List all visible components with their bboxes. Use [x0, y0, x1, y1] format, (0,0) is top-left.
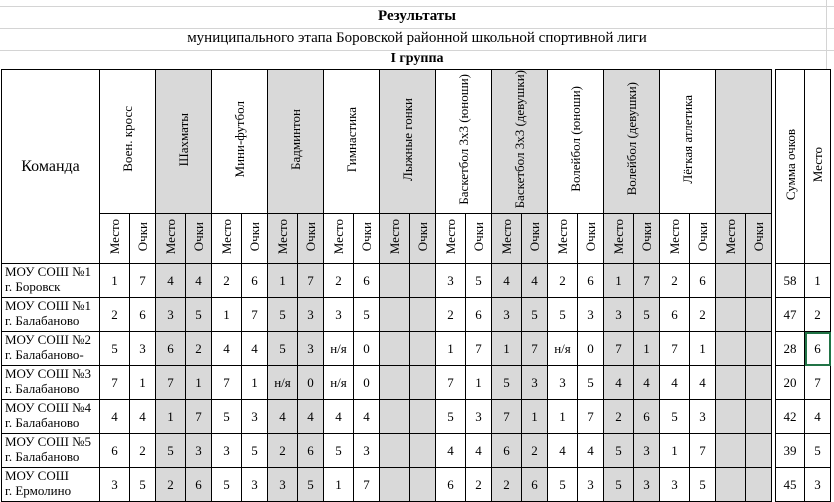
sum-cell[interactable]: 58: [776, 264, 805, 298]
points-cell[interactable]: [746, 400, 772, 434]
place-cell[interactable]: 4: [604, 366, 634, 400]
place-cell[interactable]: 7: [492, 400, 522, 434]
team-name-cell[interactable]: [2, 468, 100, 502]
place-label: Место: [387, 218, 402, 255]
school-name: МОУ СОШ №2: [5, 332, 91, 348]
place-cell[interactable]: 5: [436, 400, 466, 434]
place-cell[interactable]: [380, 332, 410, 366]
points-cell[interactable]: 4: [690, 366, 716, 400]
place-cell[interactable]: н/я: [268, 366, 298, 400]
points-cell[interactable]: 5: [466, 264, 492, 298]
points-cell[interactable]: 6: [242, 264, 268, 298]
place-cell[interactable]: 4: [492, 264, 522, 298]
points-label: Очки: [583, 221, 598, 251]
place-cell[interactable]: 5: [268, 332, 298, 366]
place-cell[interactable]: [380, 366, 410, 400]
place-cell[interactable]: 1: [100, 264, 130, 298]
sport-name: Бадминтон: [288, 108, 303, 170]
place-cell[interactable]: [716, 298, 746, 332]
sport-header: [604, 70, 660, 214]
points-cell[interactable]: 2: [690, 298, 716, 332]
team-name-cell[interactable]: [2, 298, 100, 332]
place-cell[interactable]: 6: [492, 434, 522, 468]
place-cell[interactable]: 4: [660, 366, 690, 400]
sport-name: Гимнастика: [344, 106, 359, 172]
sport-header-row: [2, 70, 831, 214]
place-cell[interactable]: [380, 468, 410, 502]
place-cell[interactable]: н/я: [324, 332, 354, 366]
place-subheader: [380, 214, 410, 264]
place-label: Место: [219, 218, 234, 255]
place-cell[interactable]: [380, 400, 410, 434]
place-cell[interactable]: [716, 400, 746, 434]
sport-name: Лыжные гонки: [400, 97, 415, 181]
place-cell[interactable]: 5: [492, 366, 522, 400]
final-place-cell[interactable]: 2: [805, 298, 831, 332]
points-cell[interactable]: 1: [186, 366, 212, 400]
points-cell[interactable]: [410, 434, 436, 468]
place-cell[interactable]: 4: [548, 434, 578, 468]
place-cell[interactable]: 4: [100, 400, 130, 434]
points-cell[interactable]: 7: [522, 332, 548, 366]
results-table: [1, 69, 831, 502]
place-cell[interactable]: 2: [436, 298, 466, 332]
points-cell[interactable]: 5: [578, 366, 604, 400]
points-cell[interactable]: 6: [690, 264, 716, 298]
points-cell[interactable]: 3: [354, 434, 380, 468]
points-label: Очки: [135, 221, 150, 251]
final-place-cell[interactable]: 3: [805, 468, 831, 502]
place-cell[interactable]: 1: [212, 298, 242, 332]
points-cell[interactable]: 6: [634, 400, 660, 434]
points-subheader: [634, 214, 660, 264]
sport-name: Мини-футбол: [232, 100, 247, 178]
points-cell[interactable]: 6: [354, 264, 380, 298]
place-label: Место: [555, 218, 570, 255]
points-cell[interactable]: 2: [130, 434, 156, 468]
place-cell[interactable]: 7: [660, 332, 690, 366]
place-cell[interactable]: 2: [548, 264, 578, 298]
points-subheader: [298, 214, 324, 264]
place-cell[interactable]: 3: [156, 298, 186, 332]
team-column-header: Команда: [2, 70, 100, 264]
points-cell[interactable]: 4: [578, 434, 604, 468]
points-cell[interactable]: [410, 400, 436, 434]
place-cell[interactable]: 2: [156, 468, 186, 502]
team-row: [2, 332, 831, 366]
place-cell[interactable]: 7: [100, 366, 130, 400]
final-place-column-header-label: Место: [810, 146, 825, 182]
school-name: МОУ СОШ №1: [5, 264, 91, 280]
points-cell[interactable]: 3: [578, 468, 604, 502]
place-cell[interactable]: 5: [548, 468, 578, 502]
team-row: [2, 366, 831, 400]
place-points-header-row: [2, 214, 831, 264]
sport-name: Волейбол (юноши): [568, 86, 583, 193]
points-cell[interactable]: 0: [354, 366, 380, 400]
points-cell[interactable]: [746, 332, 772, 366]
points-subheader: [690, 214, 716, 264]
points-cell[interactable]: 4: [130, 400, 156, 434]
team-row: [2, 264, 831, 298]
points-subheader: [242, 214, 268, 264]
points-cell[interactable]: 5: [186, 298, 212, 332]
points-label: Очки: [247, 221, 262, 251]
place-label: Место: [443, 218, 458, 255]
points-cell[interactable]: 6: [578, 264, 604, 298]
points-cell[interactable]: 5: [522, 298, 548, 332]
points-cell[interactable]: [746, 264, 772, 298]
points-cell[interactable]: 6: [466, 298, 492, 332]
points-cell[interactable]: 3: [242, 400, 268, 434]
points-cell[interactable]: 4: [186, 264, 212, 298]
points-cell[interactable]: 4: [354, 400, 380, 434]
sport-header: [716, 70, 772, 214]
points-cell[interactable]: 3: [522, 366, 548, 400]
place-subheader: [716, 214, 746, 264]
place-cell[interactable]: н/я: [548, 332, 578, 366]
town-name: г. Балабаново: [5, 415, 80, 431]
sum-cell[interactable]: 20: [776, 366, 805, 400]
place-subheader: [212, 214, 242, 264]
points-cell[interactable]: 3: [690, 400, 716, 434]
sport-header: [324, 70, 380, 214]
points-label: Очки: [415, 221, 430, 251]
points-cell[interactable]: 1: [634, 332, 660, 366]
sport-header: [436, 70, 492, 214]
points-label: Очки: [359, 221, 374, 251]
sum-cell[interactable]: 45: [776, 468, 805, 502]
points-cell[interactable]: 2: [522, 434, 548, 468]
sport-header: [156, 70, 212, 214]
report-title: Результаты: [378, 8, 456, 24]
place-cell[interactable]: 3: [436, 264, 466, 298]
points-subheader: [466, 214, 492, 264]
points-cell[interactable]: 5: [354, 298, 380, 332]
points-cell[interactable]: 7: [298, 264, 324, 298]
points-cell[interactable]: 3: [242, 468, 268, 502]
points-cell[interactable]: [410, 298, 436, 332]
points-cell[interactable]: 5: [298, 468, 324, 502]
points-subheader: [578, 214, 604, 264]
place-cell[interactable]: 2: [268, 434, 298, 468]
place-cell[interactable]: [716, 332, 746, 366]
sport-header: [492, 70, 548, 214]
points-subheader: [410, 214, 436, 264]
place-cell[interactable]: 3: [268, 468, 298, 502]
points-cell[interactable]: 1: [690, 332, 716, 366]
place-label: Место: [163, 218, 178, 255]
team-row: [2, 468, 831, 502]
sum-column-header-label: Сумма очков: [782, 128, 798, 200]
points-cell[interactable]: 0: [578, 332, 604, 366]
place-label: Место: [107, 218, 122, 255]
points-subheader: [354, 214, 380, 264]
place-cell[interactable]: 7: [604, 332, 634, 366]
team-name-cell[interactable]: [2, 264, 100, 298]
place-cell[interactable]: [716, 468, 746, 502]
place-cell[interactable]: 2: [100, 298, 130, 332]
report-subtitle: муниципального этапа Боровской районной школьной спортивной лиги: [187, 30, 647, 46]
final-place-cell[interactable]: 1: [805, 264, 831, 298]
points-cell[interactable]: 5: [690, 468, 716, 502]
points-cell[interactable]: 7: [466, 332, 492, 366]
place-cell[interactable]: 5: [212, 400, 242, 434]
place-cell[interactable]: 2: [212, 264, 242, 298]
points-cell[interactable]: 4: [466, 434, 492, 468]
place-cell[interactable]: 1: [548, 400, 578, 434]
place-subheader: [604, 214, 634, 264]
place-cell[interactable]: 1: [324, 468, 354, 502]
school-name: МОУ СОШ №1: [5, 298, 91, 314]
points-cell[interactable]: [746, 468, 772, 502]
sport-header: [212, 70, 268, 214]
points-cell[interactable]: 7: [354, 468, 380, 502]
sport-name: Лёгкая атлетика: [680, 94, 695, 184]
points-cell[interactable]: 4: [298, 400, 324, 434]
place-label: Место: [667, 218, 682, 255]
points-cell[interactable]: 7: [242, 298, 268, 332]
points-cell[interactable]: 3: [186, 434, 212, 468]
place-cell[interactable]: 7: [436, 366, 466, 400]
sport-header: [268, 70, 324, 214]
place-cell[interactable]: 1: [268, 264, 298, 298]
final-place-column-header: [805, 70, 831, 264]
place-cell[interactable]: 4: [268, 400, 298, 434]
town-name: г. Балабаново: [5, 381, 80, 397]
sum-cell[interactable]: 28: [776, 332, 805, 366]
points-cell[interactable]: 2: [466, 468, 492, 502]
school-name: МОУ СОШ: [5, 468, 69, 484]
place-subheader: [548, 214, 578, 264]
selected-final-place-cell[interactable]: 6: [805, 332, 831, 366]
place-cell[interactable]: 5: [548, 298, 578, 332]
sum-cell[interactable]: 39: [776, 434, 805, 468]
points-label: Очки: [639, 221, 654, 251]
points-cell[interactable]: 5: [242, 434, 268, 468]
points-label: Очки: [751, 221, 766, 251]
place-subheader: [324, 214, 354, 264]
points-label: Очки: [527, 221, 542, 251]
points-cell[interactable]: 2: [186, 332, 212, 366]
place-cell[interactable]: 5: [156, 434, 186, 468]
points-cell[interactable]: [410, 264, 436, 298]
place-cell[interactable]: [716, 366, 746, 400]
place-label: Место: [331, 218, 346, 255]
town-name: г. Балабаново: [5, 449, 80, 465]
team-name-cell[interactable]: [2, 332, 100, 366]
place-cell[interactable]: 7: [212, 366, 242, 400]
points-cell[interactable]: [410, 332, 436, 366]
team-name-cell[interactable]: [2, 434, 100, 468]
team-name-cell[interactable]: [2, 400, 100, 434]
place-cell[interactable]: 1: [436, 332, 466, 366]
points-label: Очки: [471, 221, 486, 251]
points-cell[interactable]: [746, 366, 772, 400]
place-cell[interactable]: 5: [604, 468, 634, 502]
points-cell[interactable]: 7: [578, 400, 604, 434]
place-subheader: [156, 214, 186, 264]
place-cell[interactable]: 4: [324, 400, 354, 434]
place-cell[interactable]: н/я: [324, 366, 354, 400]
place-cell[interactable]: [380, 264, 410, 298]
points-cell[interactable]: 1: [466, 366, 492, 400]
town-name: г. Боровск: [5, 279, 61, 295]
place-cell[interactable]: [716, 264, 746, 298]
place-cell[interactable]: 6: [156, 332, 186, 366]
place-cell[interactable]: 1: [660, 434, 690, 468]
place-cell[interactable]: 1: [156, 400, 186, 434]
sport-name: Баскетбол 3х3 (юноши): [456, 73, 471, 205]
points-cell[interactable]: 3: [578, 298, 604, 332]
place-cell[interactable]: 2: [324, 264, 354, 298]
group-title: I группа: [390, 51, 444, 66]
place-cell[interactable]: 3: [100, 468, 130, 502]
points-label: Очки: [695, 221, 710, 251]
sport-name: Шахматы: [176, 112, 191, 166]
points-subheader: [130, 214, 156, 264]
place-cell[interactable]: 1: [604, 264, 634, 298]
place-subheader: [100, 214, 130, 264]
points-cell[interactable]: 4: [634, 366, 660, 400]
points-cell[interactable]: 7: [690, 434, 716, 468]
points-cell[interactable]: 3: [466, 400, 492, 434]
town-name: г. Балабаново: [5, 313, 80, 329]
sum-cell[interactable]: 47: [776, 298, 805, 332]
place-label: Место: [275, 218, 290, 255]
town-name: г. Ермолино: [5, 483, 72, 499]
place-cell[interactable]: 1: [492, 332, 522, 366]
points-cell[interactable]: 3: [634, 468, 660, 502]
place-cell[interactable]: 2: [660, 264, 690, 298]
sport-header: [660, 70, 716, 214]
place-cell[interactable]: 3: [548, 366, 578, 400]
place-cell[interactable]: 5: [268, 298, 298, 332]
sport-header: [380, 70, 436, 214]
place-subheader: [660, 214, 690, 264]
place-cell[interactable]: 5: [660, 400, 690, 434]
points-cell[interactable]: 6: [298, 434, 324, 468]
points-subheader: [522, 214, 548, 264]
points-cell[interactable]: [410, 366, 436, 400]
points-cell[interactable]: 7: [634, 264, 660, 298]
final-place-cell[interactable]: 7: [805, 366, 831, 400]
place-cell[interactable]: 5: [604, 434, 634, 468]
final-place-cell[interactable]: 5: [805, 434, 831, 468]
points-cell[interactable]: 4: [242, 332, 268, 366]
school-name: МОУ СОШ №3: [5, 366, 91, 382]
points-cell[interactable]: 6: [130, 298, 156, 332]
points-cell[interactable]: 5: [130, 468, 156, 502]
sport-name: Волейбол (девушки): [624, 82, 639, 196]
place-cell[interactable]: 6: [660, 298, 690, 332]
place-label: Место: [499, 218, 514, 255]
points-cell[interactable]: 0: [354, 332, 380, 366]
school-name: МОУ СОШ №5: [5, 434, 91, 450]
place-cell[interactable]: 4: [436, 434, 466, 468]
place-cell[interactable]: 5: [212, 468, 242, 502]
school-name: МОУ СОШ №4: [5, 400, 91, 416]
points-cell[interactable]: 5: [634, 298, 660, 332]
place-cell[interactable]: 3: [212, 434, 242, 468]
place-cell[interactable]: 4: [212, 332, 242, 366]
points-subheader: [746, 214, 772, 264]
points-cell[interactable]: 4: [522, 264, 548, 298]
town-name: г. Балабаново-: [5, 347, 84, 363]
sport-name: Воен. кросс: [120, 106, 135, 173]
points-cell[interactable]: 1: [242, 366, 268, 400]
team-name-cell[interactable]: [2, 366, 100, 400]
points-cell[interactable]: 6: [522, 468, 548, 502]
place-cell[interactable]: 6: [100, 434, 130, 468]
points-label: Очки: [191, 221, 206, 251]
place-cell[interactable]: 5: [100, 332, 130, 366]
sum-cell[interactable]: 42: [776, 400, 805, 434]
place-subheader: [492, 214, 522, 264]
place-subheader: [268, 214, 298, 264]
points-cell[interactable]: [746, 298, 772, 332]
place-cell[interactable]: 3: [604, 298, 634, 332]
points-cell[interactable]: 3: [298, 332, 324, 366]
points-cell[interactable]: 1: [130, 366, 156, 400]
points-cell[interactable]: 0: [298, 366, 324, 400]
place-subheader: [436, 214, 466, 264]
points-cell[interactable]: 3: [298, 298, 324, 332]
place-cell[interactable]: 5: [324, 434, 354, 468]
points-subheader: [186, 214, 212, 264]
place-cell[interactable]: 3: [492, 298, 522, 332]
place-cell[interactable]: [380, 434, 410, 468]
place-cell[interactable]: [716, 434, 746, 468]
place-cell[interactable]: 3: [660, 468, 690, 502]
place-label: Место: [611, 218, 626, 255]
team-row: [2, 400, 831, 434]
place-cell[interactable]: 4: [156, 264, 186, 298]
points-cell[interactable]: 1: [522, 400, 548, 434]
sum-column-header: [776, 70, 805, 264]
place-cell[interactable]: 6: [436, 468, 466, 502]
points-cell[interactable]: [746, 434, 772, 468]
place-label: Место: [723, 218, 738, 255]
team-row: [2, 434, 831, 468]
sport-header: [100, 70, 156, 214]
place-cell[interactable]: 2: [604, 400, 634, 434]
place-cell[interactable]: 3: [324, 298, 354, 332]
team-row: [2, 298, 831, 332]
points-cell[interactable]: 7: [130, 264, 156, 298]
place-cell[interactable]: [380, 298, 410, 332]
points-cell[interactable]: 6: [186, 468, 212, 502]
final-place-cell[interactable]: 4: [805, 400, 831, 434]
points-label: Очки: [303, 221, 318, 251]
sport-name: Баскетбол 3х3 (девушки): [512, 70, 527, 209]
place-cell[interactable]: 2: [492, 468, 522, 502]
place-cell[interactable]: 7: [156, 366, 186, 400]
sport-header: [548, 70, 604, 214]
points-cell[interactable]: 7: [186, 400, 212, 434]
points-cell[interactable]: [410, 468, 436, 502]
points-cell[interactable]: 3: [634, 434, 660, 468]
points-cell[interactable]: 3: [130, 332, 156, 366]
